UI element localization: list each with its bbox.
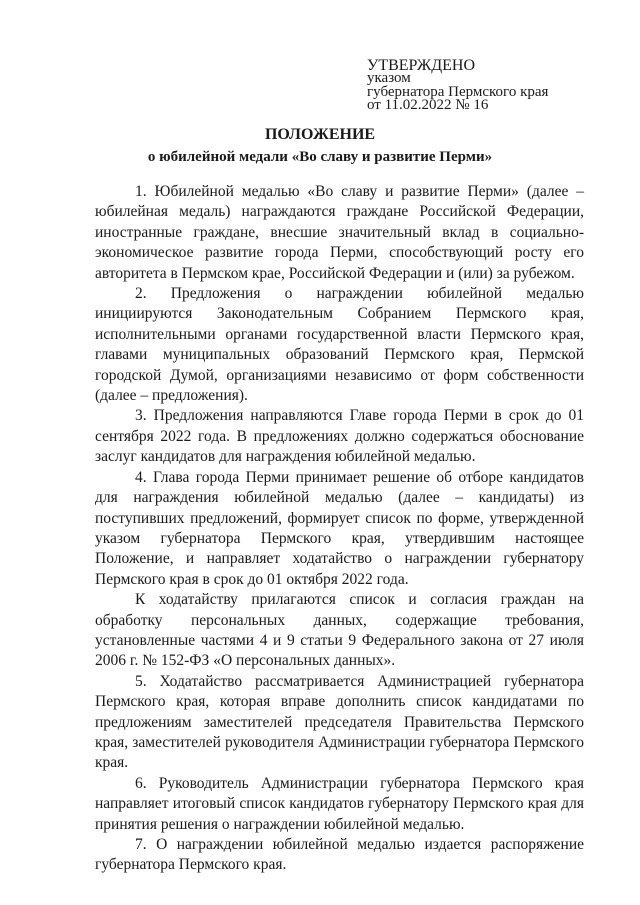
document-subtitle: о юбилейной медали «Во славу и развитие Перми» [147, 149, 493, 165]
approval-line-decree: указом [367, 70, 411, 86]
paragraph-7: 7. О награждении юбилейной медалью издается распоряжение губернатора Пермского края. [95, 836, 584, 874]
paragraph-3: 3. Предложения направляются Главе города Перми в срок до 01 сентября 2022 года. В предложениях должно содержаться обоснование заслуг кандидатов для награждения юбилейной медалью. [95, 407, 584, 466]
approval-line-date-number: от 11.02.2022 № 16 [367, 97, 489, 113]
approval-heading: УТВЕРЖДЕНО [367, 57, 476, 74]
paragraph-4-attachment: К ходатайству прилагаются список и согласия граждан на обработку персональных данных, содержащие требования, установленные частями 4 и 9 статьи 9 Федерального закона от 27 июля 2006 г. № 152-ФЗ «О персональных данных». [95, 591, 584, 670]
document-body [95, 182, 584, 876]
approval-stamp [367, 58, 617, 113]
paragraph-2: 2. Предложения о награждении юбилейной медалью инициируются Законодательным Собранием Пермского края, исполнительными органами государственной власти Пермского края, главами муниципальных образований Пермского края, Пермской городской Думой, организациями независимо от форм собственности (далее – предложения). [95, 285, 584, 405]
paragraph-1: 1. Юбилейной медалью «Во славу и развитие Перми» (далее – юбилейная медаль) награждаются граждане Российской Федерации, иностранные граждане, внесшие значительный вклад в социально-экономическое развитие города Перми, способствующий росту его авторитета в Пермском крае, Российской Федерации и (или) за рубежом. [95, 183, 584, 282]
paragraph-6: 6. Руководитель Администрации губернатора Пермского края направляет итоговый список кандидатов губернатору Пермского края для принятия решения о награждении юбилейной медалью. [95, 774, 584, 833]
approval-line-governor: губернатора Пермского края [367, 83, 549, 100]
document-title: ПОЛОЖЕНИЕ [264, 126, 376, 143]
paragraph-5: 5. Ходатайство рассматривается Администрацией губернатора Пермского края, которая вправе дополнить список кандидатами по предложениям заместителей председателя Правительства Пермского края, заместителей руководителя Администрации губернатора Пермского края. [95, 672, 584, 772]
paragraph-4: 4. Глава города Перми принимает решение об отборе кандидатов для награждения юбилейной медалью (далее – кандидаты) из поступивших предложений, формирует список по форме, утвержденной указом губернатора Пермского края, утвердившим настоящее Положение, и направляет ходатайство о награждении губернатору Пермского края в срок до 01 октября 2022 года. [95, 468, 584, 588]
